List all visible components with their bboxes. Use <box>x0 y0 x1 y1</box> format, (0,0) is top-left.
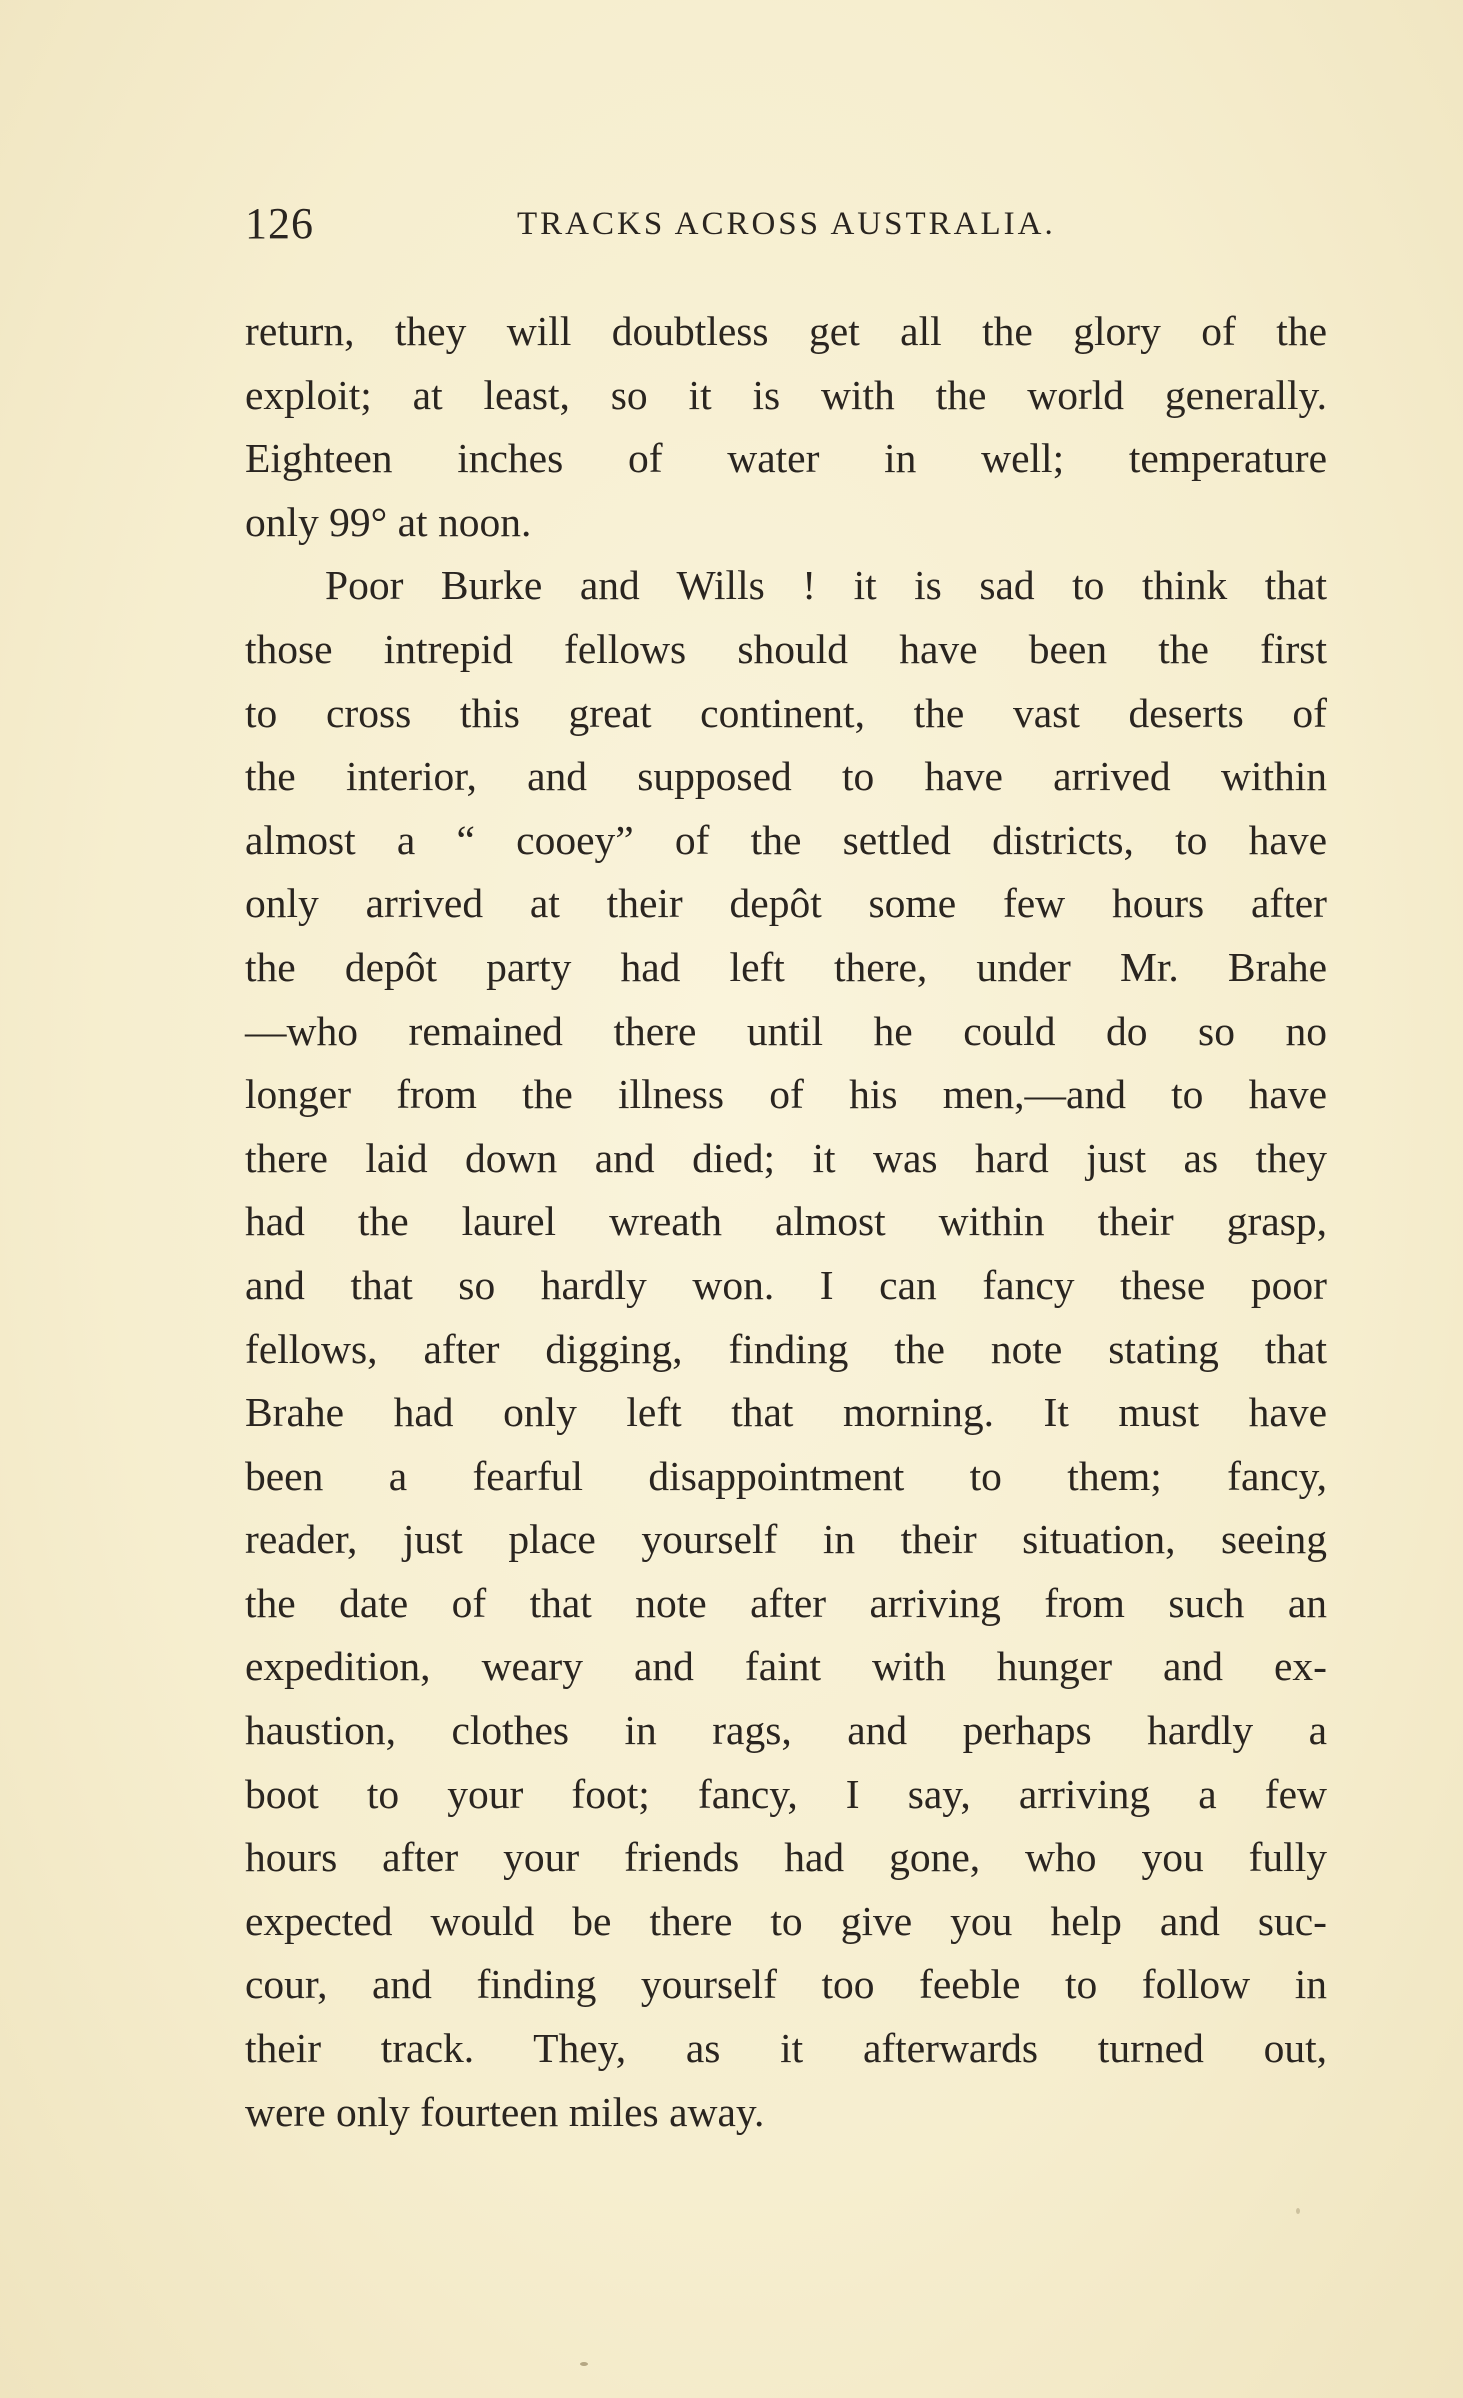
running-head <box>245 198 1325 258</box>
text-line: only arrived at their depôt some few hours after <box>245 880 1327 927</box>
text-line: there laid down and died; it was hard just as they <box>245 1134 1327 1181</box>
text-line: haustion, clothes in rags, and perhaps hardly a <box>245 1707 1327 1754</box>
text-line: expedition, weary and faint with hunger and ex- <box>245 1643 1327 1690</box>
text-line: expected would be there to give you help and suc- <box>245 1897 1327 1944</box>
text-line: had the laurel wreath almost within their grasp, <box>245 1198 1327 1245</box>
text-line: almost a “ cooey” of the settled districts, to have <box>245 816 1327 863</box>
text-line: exploit; at least, so it is with the world generally. <box>245 371 1327 418</box>
text-line: fellows, after digging, finding the note stating that <box>245 1325 1327 1372</box>
text-line: been a fearful disappointment to them; fancy, <box>245 1452 1327 1499</box>
page-number: 126 <box>245 199 314 248</box>
text-line: their track. They, as it afterwards turned out, <box>245 2025 1327 2072</box>
text-line: hours after your friends had gone, who you fully <box>245 1834 1327 1881</box>
body-text <box>245 300 1327 2144</box>
text-line: boot to your foot; fancy, I say, arriving a few <box>245 1770 1327 1817</box>
text-line: and that so hardly won. I can fancy these poor <box>245 1261 1327 1308</box>
text-line: longer from the illness of his men,—and to have <box>245 1071 1327 1118</box>
paper-speck <box>1296 2208 1300 2214</box>
paper-speck <box>580 2362 588 2366</box>
text-line: the date of that note after arriving from such an <box>245 1579 1327 1626</box>
text-line: Brahe had only left that morning. It must have <box>245 1389 1327 1436</box>
text-line: return, they will doubtless get all the glory of the <box>245 308 1327 354</box>
text-line: the interior, and supposed to have arrived within <box>245 753 1327 800</box>
text-line: were only fourteen miles away. <box>245 2088 765 2135</box>
text-line: —who remained there until he could do so no <box>245 1007 1327 1054</box>
text-line: cour, and finding yourself too feeble to follow in <box>245 1961 1327 2008</box>
text-line: Eighteen inches of water in well; temperature <box>245 435 1327 482</box>
text-line: the depôt party had left there, under Mr. Brahe <box>245 943 1327 990</box>
paragraph-first-line: Poor Burke and Wills ! it is sad to think that <box>325 562 1327 609</box>
text-line: reader, just place yourself in their situation, seeing <box>245 1516 1327 1563</box>
text-line: those intrepid fellows should have been the first <box>245 625 1327 672</box>
running-title: TRACKS ACROSS AUSTRALIA. <box>517 206 1056 242</box>
text-line: only 99° at noon. <box>245 498 532 545</box>
text-line: to cross this great continent, the vast deserts of <box>245 689 1327 736</box>
